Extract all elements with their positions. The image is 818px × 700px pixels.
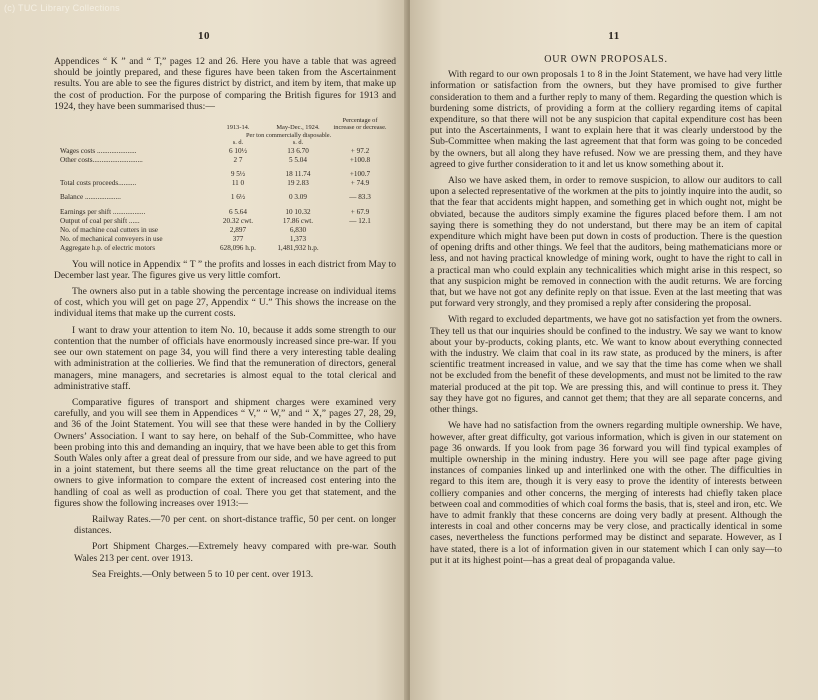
table-cell-pct: + 74.9 (350, 179, 370, 188)
sea-freights-item: Sea Freights.—Only between 5 to 10 per cent. over 1913. (92, 568, 314, 580)
table-cell-v1913: 6 10½ (229, 146, 247, 155)
left-page (0, 0, 408, 700)
table-cell-v1924: 1,373 (289, 235, 307, 244)
table-cell-pct: + 97.2 (350, 146, 370, 155)
paragraph-officials: I want to draw your attention to item No. 10, because it adds some strength to our contention that the number of officials have enormously increased since pre-war. If you see our own statement on page 34, you will find there a very interesting table dealing with administration at the collieries. We find that the remuneration of directors, general managers, mine managers, and secretaries is almost equal to the total clerical and administrative staff. (54, 324, 396, 392)
table-cell-label: No. of mechanical conveyers in use (60, 235, 163, 244)
table-cell-v1913: 2,897 (229, 226, 247, 235)
intro-paragraph: Appendices “ K ” and “ T,” pages 12 and 26. Here you have a table that was agreed should be jointly prepared, and these figures have been taken from the Ascertainment results. You are able to see the figures district by district, and item by item, that make up the cost of production. For the purpose of comparing the British figures for 1913 and 1924, they have been summarised thus:— (54, 56, 396, 112)
col-head-1913: 1913-14. (226, 124, 250, 132)
table-cell-v1913: 1 6½ (230, 193, 246, 202)
copyright-watermark: (c) TUC Library Collections (4, 3, 120, 13)
table-cell-v1924: 18 11.74 (285, 170, 311, 179)
table-row (60, 156, 390, 165)
table-row (60, 226, 390, 235)
port-shipment-item: Port Shipment Charges.—Extremely heavy compared with pre-war. South Wales 213 per cent. over 1913. (74, 541, 396, 564)
table-cell-v1913: 377 (232, 235, 244, 244)
col-head-1924: May-Dec., 1924. (276, 124, 320, 132)
table-cell-v1913: 9 5½ (230, 170, 246, 179)
table-cell-v1913: 20.32 cwt. (222, 216, 254, 225)
table-cell-label: Total costs proceeds.......... (60, 179, 137, 188)
paragraph-transport: Comparative figures of transport and shipment charges were examined very carefully, and you will see them in Appendices “ V,” “ W,” and “ X,” pages 27, 28, 29, and 36 of the Joint Statement. You will see that these were handed in by the Colliery Owners’ Association. I want to say here, on behalf of the Sub-Committee, who have been probing into this and demanding an inquiry, that we have been able to get this from South Wales only after a great deal of pressure from our side, and we have agreed to put in a joint statement, but there seems all the time great reluctance on the part of the owners to give information to compare the extent of increased cost entering into the handling of coal as well as production of coal. There you get that statement, and the figures show the following increases over 1913:— (54, 396, 396, 509)
table-cell-label: Earnings per shift .................. (60, 207, 146, 216)
col-subhead-sd-2: s. d. (292, 139, 304, 147)
page-number-right: 11 (608, 30, 620, 42)
table-cell-v1924: 0 3.09 (289, 193, 307, 202)
paragraph-excluded-departments: With regard to excluded departments, we have got no satisfaction yet from the owners. They tell us that our inquiries should be confined to the industry. We say we want to know about your by-products, coking plants, etc. We want to know about everything connected with the industry. We claim that coal in its raw state, as produced by the miners, is after scientific treatment increased in value, and we say that the time has come when we shall not be excluded from the benefit of these developments, and must not be limited to the raw material produced at the pit top. We are pressing this, and will continue to press it. They say they have got no figures, and cannot get them; that they are all separate concerns, and other things. (430, 314, 782, 416)
table-cell-pct (330, 244, 390, 253)
railway-rates-item: Railway Rates.—70 per cent. on short-distance traffic, 50 per cent. on longer distances. (74, 513, 396, 537)
table-cell-v1924: 17.86 cwt. (282, 216, 314, 225)
table-cell-v1924: 5 5.04 (289, 155, 307, 164)
paragraph-proposals: With regard to our own proposals 1 to 8 in the Joint Statement, we have had very little information or satisfaction from the owners, but they have promised to give further consideration to them and a further reply to many of them. Regarding the question which is burdening some districts, of providing a form at the colliery regarding items of capital expenditure, so that there will not be any suspicion that capital expenditure cost has been put into the Ascertainments, I want to explain here that it was clearly understood by the Sub-Committee when making the last agreement that that form was going to be conceded by the owners, but all along they have refused. Now we are pressing them, and they have agreed to give further consideration to it and let us know something about it. (430, 69, 782, 170)
section-title: OUR OWN PROPOSALS. (544, 54, 668, 65)
table-row (60, 217, 390, 226)
table-cell-v1913: 6 5.64 (229, 207, 247, 216)
table-cell-v1913: 2 7 (233, 155, 243, 164)
col-subhead-per-ton: Per ton commercially disposable. (246, 131, 332, 139)
table-row (60, 147, 390, 156)
paragraph-appendix-t: You will notice in Appendix “ T ” the profits and losses in each district from May to December last year. The figures give us very little comfort. (54, 258, 396, 281)
table-cell-label: Wages costs ...................... (60, 146, 137, 155)
table-row (60, 208, 390, 217)
table-cell-v1924: 10 10.32 (285, 207, 311, 216)
table-cell-v1924: 6,830 (289, 226, 307, 235)
cost-comparison-table (60, 117, 390, 254)
right-page (410, 0, 818, 700)
table-cell-label: Aggregate h.p. of electric motors (60, 244, 155, 253)
table-cell-v1924: 13 6.70 (287, 146, 309, 155)
col-head-pct-1: Percentage of (342, 117, 378, 125)
table-cell-v1924: 1,481,932 h.p. (277, 244, 319, 253)
paragraph-auditors: Also we have asked them, in order to remove suspicion, to allow our auditors to call upon a selected representative of the workmen at the pits to jointly inquire into the audit, so that the fear that accidents might happen, and something get in which ought not, might be obviated, because the auditors simply examine the figures placed before them. I am not saying there is something they do not understand, but there may be an item of capital expenditure which might have been put down in costs of production. There is the question of opening drifts and other things. We feel that the auditors, being mathematicians more or less, and not having practical knowledge of mining work, ought to have the right to call in a practical man who could explain any technicalities which might arise in this respect, so that any suspicion might be removed in connection with the audit returns. We are forcing that, but we have not got any definite reply on that issue. Even at the last meeting that was put forward very strongly, and they promised a reply after considering the proposal. (430, 175, 782, 310)
col-head-pct-2: increase or decrease. (333, 124, 387, 132)
page-number-left: 10 (198, 30, 210, 42)
table-cell-pct: +100.8 (349, 155, 371, 164)
table-cell-label: Output of coal per shift ...... (60, 216, 140, 225)
table-cell-pct: — 83.3 (349, 193, 371, 202)
paragraph-appendix-u: The owners also put in a table showing the percentage increase on individual items of cost, which you will get on page 27, Appendix “ U.” This shows the increase on the individual items that make up the current costs. (54, 286, 396, 320)
table-cell-pct: +100.7 (349, 170, 371, 179)
table-cell-pct (330, 235, 390, 244)
table-cell-label: Other costs............................ (60, 155, 143, 164)
table-cell-v1924: 19 2.83 (287, 179, 309, 188)
table-cell-v1913: 628,096 h.p. (220, 244, 256, 253)
table-cell-v1913: 11 0 (231, 179, 245, 188)
paragraph-multiple-ownership: We have had no satisfaction from the owners regarding multiple ownership. We have, however, after great difficulty, got various information, which is given in our statement on page 36 onwards. If you look from page 36 forward you will find typical examples of multiple ownership in the mining industry. Here you will see page after page giving instances of companies linked up and interlinked one with the other. The difficulties in regard to this item are, though it is very easy to prove the identity of interests between colliery companies and other concerns, the merging of interests had chiefly taken place between coal and commodities of which coal forms the basis, that is, steel and iron, etc. We have to admit frankly that these concerns are doing very badly at present. Although the interests in coal and other concerns may be very close, and practically identical in some cases, nevertheless the functions performed may be distinct and separate. However, as I have stated, there is a lot of information given in our statement which I can only say—to put it at its highest point—has a great deal of propaganda value. (430, 420, 782, 566)
table-cell-label: No. of machine coal cutters in use (60, 226, 158, 235)
table-row (60, 179, 390, 188)
table-cell-label: Balance .................... (60, 193, 121, 202)
table-row (60, 244, 390, 253)
table-cell-pct (330, 226, 390, 235)
col-subhead-sd-1: s. d. (232, 139, 244, 147)
table-row (60, 170, 390, 179)
table-row (60, 193, 390, 202)
table-cell-pct: + 67.9 (350, 207, 370, 216)
table-row (60, 235, 390, 244)
left-column (54, 56, 396, 580)
table-cell-pct: — 12.1 (349, 216, 371, 225)
table-cell-label (60, 170, 210, 179)
right-column (430, 54, 782, 566)
